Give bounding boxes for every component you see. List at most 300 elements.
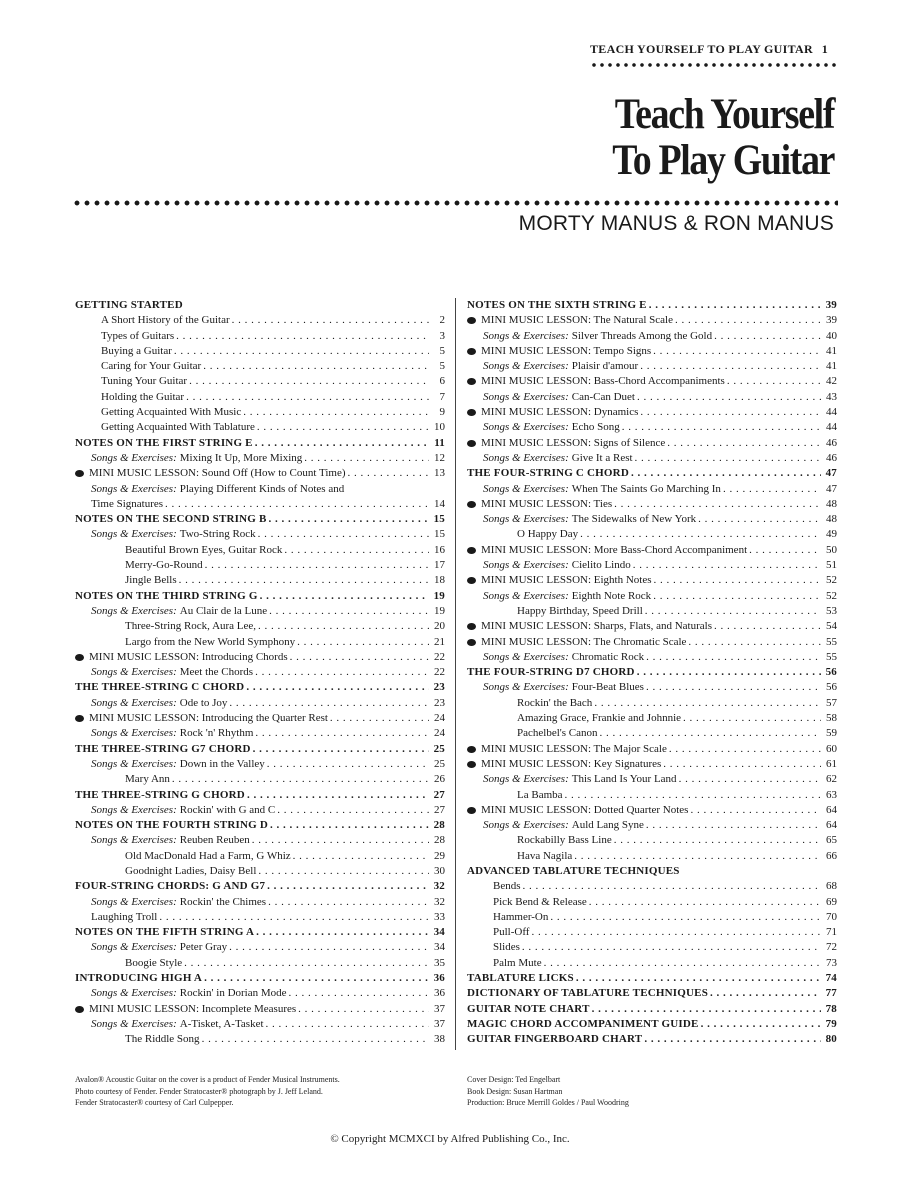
toc-entry-title bbox=[91, 833, 250, 848]
toc-entry-title bbox=[517, 527, 578, 542]
toc-entry-title bbox=[89, 466, 346, 481]
toc-entry bbox=[75, 344, 445, 359]
toc-entry bbox=[75, 589, 445, 604]
dot-leader bbox=[600, 726, 822, 741]
toc-entry bbox=[75, 390, 445, 405]
dot-leader bbox=[266, 1017, 429, 1032]
toc-entry-text: Peter Gray bbox=[179, 941, 228, 954]
toc-entry bbox=[467, 940, 837, 955]
toc-entry-text: Plaisir d'amour bbox=[571, 360, 639, 373]
toc-entry-text: Rockin' the Bach bbox=[517, 696, 593, 709]
running-header-title: TEACH YOURSELF TO PLAY GUITAR bbox=[590, 42, 813, 56]
title-dotted-rule bbox=[72, 200, 838, 206]
bullet-icon bbox=[467, 440, 476, 447]
toc-entry bbox=[75, 711, 445, 726]
toc-entry-title bbox=[467, 466, 629, 481]
toc-entry-text: Time Signatures bbox=[91, 497, 164, 510]
toc-entry bbox=[75, 803, 445, 818]
toc-entry-page: 23 bbox=[434, 696, 445, 709]
dot-leader bbox=[252, 833, 429, 848]
toc-entry-text: MINI MUSIC LESSON: Signs of Silence bbox=[481, 436, 666, 449]
toc-entry-text: Mary Ann bbox=[125, 773, 170, 786]
toc-entry-text: NOTES ON THE THIRD STRING G bbox=[75, 589, 258, 602]
toc-entry-text: MINI MUSIC LESSON: Ties bbox=[481, 497, 613, 510]
dot-leader bbox=[204, 971, 429, 986]
dot-leader bbox=[698, 512, 821, 527]
toc-entry-title bbox=[91, 604, 267, 619]
toc-entry-text: Two-String Rock bbox=[179, 528, 256, 541]
toc-entry-text: MINI MUSIC LESSON: Eighth Notes bbox=[481, 574, 652, 587]
toc-entry-page: 71 bbox=[826, 926, 837, 939]
toc-entry-page: 49 bbox=[826, 528, 837, 541]
dot-leader bbox=[293, 849, 429, 864]
toc-entry-text: Tuning Your Guitar bbox=[101, 375, 188, 388]
toc-entry-title bbox=[91, 910, 157, 925]
toc-entry-text: GUITAR NOTE CHART bbox=[467, 1002, 590, 1015]
toc-entry-page: 44 bbox=[826, 406, 837, 419]
toc-entry-text: Give It a Rest bbox=[571, 451, 633, 464]
songs-exercises-label: Songs & Exercises: bbox=[91, 482, 177, 495]
toc-entry bbox=[75, 619, 445, 634]
toc-entry-title bbox=[91, 451, 302, 466]
toc-entry bbox=[467, 986, 837, 1001]
toc-entry-title bbox=[517, 726, 598, 741]
toc-entry bbox=[467, 1017, 837, 1032]
toc-entry-title bbox=[101, 420, 255, 435]
dot-leader bbox=[270, 818, 429, 833]
toc-entry-page: 48 bbox=[826, 513, 837, 526]
toc-entry bbox=[467, 405, 837, 420]
toc-entry-text: Down in the Valley bbox=[179, 757, 265, 770]
toc-entry-text: Four-Beat Blues bbox=[571, 681, 644, 694]
dot-leader bbox=[565, 788, 821, 803]
toc-entry bbox=[467, 772, 837, 787]
toc-entry-title bbox=[101, 329, 174, 344]
dot-leader bbox=[637, 665, 821, 680]
toc-entry-title bbox=[101, 313, 230, 328]
toc-entry-page: 39 bbox=[825, 299, 837, 311]
toc-entry bbox=[467, 329, 837, 344]
toc-entry-page: 36 bbox=[434, 987, 445, 1000]
bullet-icon bbox=[467, 317, 476, 324]
toc-entry-text: Getting Acquainted With Music bbox=[101, 406, 242, 419]
toc-entry-page: 25 bbox=[434, 757, 445, 770]
toc-entry-title bbox=[483, 589, 651, 604]
toc-entry-title bbox=[91, 940, 227, 955]
toc-entry-title bbox=[483, 818, 644, 833]
dot-leader bbox=[523, 879, 822, 894]
songs-exercises-label: Songs & Exercises: bbox=[483, 360, 569, 373]
toc-entry bbox=[75, 833, 445, 848]
toc-entry-text: Happy Birthday, Speed Drill bbox=[517, 604, 643, 617]
dot-leader bbox=[644, 1032, 821, 1047]
toc-entry-title bbox=[483, 482, 721, 497]
toc-entry-title bbox=[467, 1017, 699, 1032]
songs-exercises-label: Songs & Exercises: bbox=[483, 390, 569, 403]
bullet-icon bbox=[467, 746, 476, 753]
toc-entry-page: 65 bbox=[826, 834, 837, 847]
toc-entry bbox=[75, 971, 445, 986]
toc-entry-text: MINI MUSIC LESSON: Introducing the Quarter Rest bbox=[89, 712, 328, 725]
dot-leader bbox=[255, 726, 429, 741]
toc-entry-title bbox=[75, 298, 183, 313]
dot-leader bbox=[646, 818, 821, 833]
toc-entry-page: 32 bbox=[434, 895, 445, 908]
toc-entry bbox=[467, 604, 837, 619]
toc-entry-title bbox=[481, 374, 725, 389]
toc-entry-page: 64 bbox=[826, 803, 837, 816]
toc-entry-page: 16 bbox=[434, 543, 445, 556]
toc-entry-page: 37 bbox=[434, 1017, 445, 1030]
toc-entry-title bbox=[481, 803, 688, 818]
toc-entry bbox=[467, 420, 837, 435]
toc-entry-title bbox=[517, 833, 612, 848]
toc-entry-text: Amazing Grace, Frankie and Johnnie bbox=[517, 712, 682, 725]
toc-entry-page: 63 bbox=[826, 788, 837, 801]
credit-line: Production: Bruce Merrill Goldes / Paul Woodring bbox=[467, 1098, 629, 1107]
toc-entry-page: 53 bbox=[826, 604, 837, 617]
toc-entry-title bbox=[481, 497, 612, 512]
dot-leader bbox=[184, 956, 429, 971]
toc-entry bbox=[467, 849, 837, 864]
toc-entry bbox=[467, 864, 837, 879]
toc-entry bbox=[75, 543, 445, 558]
toc-entry-text: Old MacDonald Had a Farm, G Whiz bbox=[125, 849, 291, 862]
toc-entry-page: 17 bbox=[434, 559, 445, 572]
toc-entry-title bbox=[125, 558, 203, 573]
songs-exercises-label: Songs & Exercises: bbox=[91, 895, 177, 908]
dot-leader bbox=[723, 482, 821, 497]
toc-entry-title bbox=[101, 405, 241, 420]
toc-entry-title bbox=[91, 986, 287, 1001]
toc-entry-title bbox=[483, 329, 712, 344]
toc-entry-title bbox=[517, 849, 572, 864]
toc-entry-text: Rock 'n' Rhythm bbox=[179, 727, 254, 740]
toc-entry-title bbox=[91, 497, 163, 512]
dot-leader bbox=[289, 986, 429, 1001]
toc-entry-text: TABLATURE LICKS bbox=[467, 972, 574, 985]
toc-entry-page: 33 bbox=[434, 910, 445, 923]
toc-entry bbox=[75, 451, 445, 466]
toc-entry-text: Buying a Guitar bbox=[101, 344, 172, 357]
dot-leader bbox=[576, 971, 821, 986]
toc-entry bbox=[75, 497, 445, 512]
toc-entry-page: 25 bbox=[433, 742, 445, 755]
toc-entry bbox=[75, 1017, 445, 1032]
toc-entry-title bbox=[75, 680, 244, 695]
toc-entry bbox=[467, 466, 837, 481]
toc-entry-title bbox=[125, 864, 256, 879]
toc-entry-page: 14 bbox=[434, 497, 445, 510]
toc-entry-title bbox=[483, 558, 631, 573]
dot-leader bbox=[622, 420, 821, 435]
toc-entry-text: MINI MUSIC LESSON: The Chromatic Scale bbox=[481, 635, 687, 648]
toc-entry-text: MINI MUSIC LESSON: Incomplete Measures bbox=[89, 1002, 297, 1015]
toc-entry-page: 46 bbox=[826, 451, 837, 464]
toc-entry bbox=[75, 482, 445, 497]
credit-line: Cover Design: Ted Engelbart bbox=[467, 1075, 561, 1084]
toc-entry-text: MAGIC CHORD ACCOMPANIMENT GUIDE bbox=[467, 1017, 699, 1030]
songs-exercises-label: Songs & Exercises: bbox=[483, 329, 569, 342]
toc-entry bbox=[467, 482, 837, 497]
toc-entry-text: Pachelbel's Canon bbox=[517, 727, 598, 740]
songs-exercises-label: Songs & Exercises: bbox=[483, 650, 569, 663]
songs-exercises-label: Songs & Exercises: bbox=[483, 513, 569, 526]
toc-entry-page: 47 bbox=[826, 482, 837, 495]
credit-line: Avalon® Acoustic Guitar on the cover is a product of Fender Musical Instruments. bbox=[75, 1075, 340, 1084]
toc-left-column bbox=[75, 298, 445, 1048]
toc-entry-page: 32 bbox=[433, 880, 445, 893]
dot-leader bbox=[290, 650, 429, 665]
songs-exercises-label: Songs & Exercises: bbox=[483, 421, 569, 434]
toc-entry-page: 54 bbox=[826, 620, 837, 633]
dot-leader bbox=[646, 650, 821, 665]
toc-entry-page: 12 bbox=[434, 451, 445, 464]
toc-entry-title bbox=[493, 925, 529, 940]
toc-entry-title bbox=[125, 956, 182, 971]
toc-entry-page: 28 bbox=[434, 834, 445, 847]
toc-entry bbox=[75, 650, 445, 665]
toc-entry-title bbox=[125, 635, 295, 650]
authors: MORTY MANUS & RON MANUS bbox=[518, 212, 834, 235]
toc-entry-text: THE THREE-STRING G CHORD bbox=[75, 788, 245, 801]
bullet-icon bbox=[75, 654, 84, 661]
toc-entry-title bbox=[101, 344, 172, 359]
credit-line: Fender Stratocaster® courtesy of Carl Culpepper. bbox=[75, 1098, 234, 1107]
toc-entry-title bbox=[481, 742, 667, 757]
toc-entry-text: A-Tisket, A-Tasket bbox=[179, 1017, 264, 1030]
toc-entry bbox=[75, 772, 445, 787]
toc-entry-text: La Bamba bbox=[517, 788, 563, 801]
toc-entry-title bbox=[91, 482, 344, 497]
toc-entry-title bbox=[101, 390, 184, 405]
songs-exercises-label: Songs & Exercises: bbox=[483, 773, 569, 786]
toc-entry-text: Rockabilly Bass Line bbox=[517, 834, 612, 847]
toc-entry-page: 7 bbox=[439, 390, 445, 403]
toc-entry-title bbox=[75, 971, 202, 986]
dot-leader bbox=[646, 680, 821, 695]
toc-entry-text: NOTES ON THE SIXTH STRING E bbox=[467, 299, 647, 311]
toc-entry-page: 80 bbox=[825, 1033, 837, 1046]
toc-entry-title bbox=[483, 359, 638, 374]
toc-entry-text: Meet the Chords bbox=[179, 666, 254, 679]
dot-leader bbox=[229, 940, 429, 955]
toc-entry-text: Mixing It Up, More Mixing bbox=[179, 451, 303, 464]
toc-entry bbox=[75, 1032, 445, 1047]
toc-entry-page: 40 bbox=[826, 329, 837, 342]
toc-entry-page: 48 bbox=[826, 497, 837, 510]
toc-entry-title bbox=[493, 895, 587, 910]
songs-exercises-label: Songs & Exercises: bbox=[483, 451, 569, 464]
dot-leader bbox=[667, 436, 821, 451]
dot-leader bbox=[544, 956, 821, 971]
bullet-icon bbox=[467, 639, 476, 646]
toc-entry bbox=[467, 390, 837, 405]
dot-leader bbox=[701, 1017, 821, 1032]
toc-entry-title bbox=[481, 436, 665, 451]
toc-entry-title bbox=[125, 849, 291, 864]
dot-leader bbox=[645, 604, 821, 619]
songs-exercises-label: Songs & Exercises: bbox=[91, 941, 177, 954]
toc-entry bbox=[467, 512, 837, 527]
toc-entry bbox=[75, 849, 445, 864]
book-title bbox=[612, 92, 834, 184]
toc-entry-page: 10 bbox=[434, 421, 445, 434]
toc-entry-title bbox=[483, 512, 696, 527]
dot-leader bbox=[580, 527, 821, 542]
toc-entry bbox=[75, 864, 445, 879]
toc-entry-page: 39 bbox=[826, 314, 837, 327]
toc-entry bbox=[467, 910, 837, 925]
toc-entry-page: 36 bbox=[433, 972, 445, 985]
toc-entry-title bbox=[483, 451, 633, 466]
toc-entry-page: 52 bbox=[826, 589, 837, 602]
bullet-icon bbox=[467, 501, 476, 508]
dot-leader bbox=[269, 512, 429, 527]
dot-leader bbox=[298, 1002, 429, 1017]
toc-entry-text: Auld Lang Syne bbox=[571, 819, 644, 832]
toc-entry-page: 38 bbox=[434, 1033, 445, 1046]
toc-entry-page: 27 bbox=[433, 788, 445, 801]
toc-entry bbox=[467, 558, 837, 573]
toc-entry-page: 58 bbox=[826, 712, 837, 725]
toc-entry-text: MINI MUSIC LESSON: Tempo Signs bbox=[481, 344, 652, 357]
dot-leader bbox=[631, 466, 821, 481]
toc-entry bbox=[467, 1032, 837, 1047]
toc-entry-text: Playing Different Kinds of Notes and bbox=[179, 482, 345, 495]
toc-entry-title bbox=[517, 788, 563, 803]
toc-entry-page: 59 bbox=[826, 727, 837, 740]
toc-entry bbox=[75, 420, 445, 435]
dot-leader bbox=[653, 344, 821, 359]
dot-leader bbox=[176, 329, 429, 344]
bullet-icon bbox=[467, 623, 476, 630]
toc-entry-page: 22 bbox=[434, 650, 445, 663]
toc-entry-text: NOTES ON THE FIRST STRING E bbox=[75, 436, 253, 449]
toc-entry-text: O Happy Day bbox=[517, 528, 579, 541]
dot-leader bbox=[205, 558, 429, 573]
dot-leader bbox=[654, 573, 821, 588]
toc-entry bbox=[75, 527, 445, 542]
toc-entry-title bbox=[493, 910, 548, 925]
dot-leader bbox=[284, 543, 429, 558]
toc-entry bbox=[467, 680, 837, 695]
toc-entry-title bbox=[467, 864, 680, 879]
dot-leader bbox=[688, 635, 821, 650]
toc-entry-text: Palm Mute bbox=[493, 956, 542, 969]
songs-exercises-label: Songs & Exercises: bbox=[91, 987, 177, 1000]
dot-leader bbox=[589, 895, 821, 910]
dot-leader bbox=[330, 711, 429, 726]
toc-entry-title bbox=[75, 589, 258, 604]
toc-entry-text: FOUR-STRING CHORDS: G AND G7 bbox=[75, 880, 266, 893]
dot-leader bbox=[727, 374, 821, 389]
toc-entry-title bbox=[481, 619, 712, 634]
bullet-icon bbox=[467, 348, 476, 355]
toc-entry-page: 34 bbox=[433, 926, 445, 939]
toc-entry bbox=[75, 313, 445, 328]
dot-leader bbox=[232, 313, 429, 328]
toc-entry bbox=[75, 374, 445, 389]
toc-entry-page: 55 bbox=[826, 650, 837, 663]
songs-exercises-label: Songs & Exercises: bbox=[483, 819, 569, 832]
bullet-icon bbox=[75, 715, 84, 722]
dot-leader bbox=[202, 1032, 429, 1047]
songs-exercises-label: Songs & Exercises: bbox=[483, 681, 569, 694]
toc-entry-text: Three-String Rock, Aura Lee, bbox=[125, 620, 257, 633]
toc-entry-page: 55 bbox=[826, 635, 837, 648]
toc-entry-text: MINI MUSIC LESSON: Key Signatures bbox=[481, 757, 662, 770]
dot-leader bbox=[522, 940, 821, 955]
toc-entry bbox=[467, 803, 837, 818]
dot-leader bbox=[172, 772, 429, 787]
toc-entry-text: MINI MUSIC LESSON: Dotted Quarter Notes bbox=[481, 803, 689, 816]
toc-entry bbox=[75, 436, 445, 451]
dot-leader bbox=[614, 833, 821, 848]
bullet-icon bbox=[467, 409, 476, 416]
toc-entry-text: A Short History of the Guitar bbox=[101, 314, 230, 327]
toc-entry-page: 34 bbox=[434, 941, 445, 954]
toc-entry-page: 74 bbox=[825, 972, 837, 985]
toc-entry-page: 41 bbox=[826, 344, 837, 357]
toc-entry-text: Bends bbox=[493, 880, 521, 893]
toc-entry-page: 62 bbox=[826, 773, 837, 786]
toc-entry-text: The Riddle Song bbox=[125, 1033, 200, 1046]
songs-exercises-label: Songs & Exercises: bbox=[91, 666, 177, 679]
toc-entry bbox=[75, 604, 445, 619]
book-title-line2: To Play Guitar bbox=[612, 137, 834, 184]
toc-entry-title bbox=[467, 298, 647, 313]
toc-entry-title bbox=[517, 604, 643, 619]
toc-entry bbox=[467, 635, 837, 650]
toc-entry-text: Beautiful Brown Eyes, Guitar Rock bbox=[125, 543, 283, 556]
dot-leader bbox=[574, 849, 821, 864]
toc-entry bbox=[467, 359, 837, 374]
dot-leader bbox=[669, 742, 821, 757]
toc-entry bbox=[75, 573, 445, 588]
toc-entry-text: Boogie Style bbox=[125, 956, 183, 969]
dot-leader bbox=[174, 344, 429, 359]
toc-entry bbox=[75, 359, 445, 374]
toc-entry-title bbox=[483, 680, 644, 695]
toc-entry bbox=[75, 405, 445, 420]
header-dotted-rule bbox=[590, 62, 836, 68]
toc-right-column bbox=[467, 298, 837, 1048]
toc-entry-text: MINI MUSIC LESSON: Dynamics bbox=[481, 406, 639, 419]
toc-entry-title bbox=[493, 879, 521, 894]
column-divider bbox=[455, 298, 456, 1050]
toc-entry-text: THE FOUR-STRING C CHORD bbox=[467, 467, 629, 480]
toc-entry-text: Rockin' in Dorian Mode bbox=[179, 987, 287, 1000]
dot-leader bbox=[246, 680, 429, 695]
toc-entry-page: 41 bbox=[826, 360, 837, 373]
toc-entry-page: 19 bbox=[434, 604, 445, 617]
toc-entry bbox=[467, 313, 837, 328]
dot-leader bbox=[267, 879, 429, 894]
toc-entry-page: 26 bbox=[434, 773, 445, 786]
toc-entry-page: 3 bbox=[439, 329, 445, 342]
toc-entry bbox=[467, 665, 837, 680]
toc-entry-text: GUITAR FINGERBOARD CHART bbox=[467, 1033, 643, 1046]
songs-exercises-label: Songs & Exercises: bbox=[483, 589, 569, 602]
toc-entry-title bbox=[483, 390, 635, 405]
songs-exercises-label: Songs & Exercises: bbox=[91, 528, 177, 541]
toc-entry bbox=[467, 879, 837, 894]
toc-entry bbox=[75, 925, 445, 940]
toc-entry-page: 43 bbox=[826, 390, 837, 403]
toc-entry-text: Goodnight Ladies, Daisy Bell bbox=[125, 864, 257, 877]
toc-entry bbox=[467, 711, 837, 726]
